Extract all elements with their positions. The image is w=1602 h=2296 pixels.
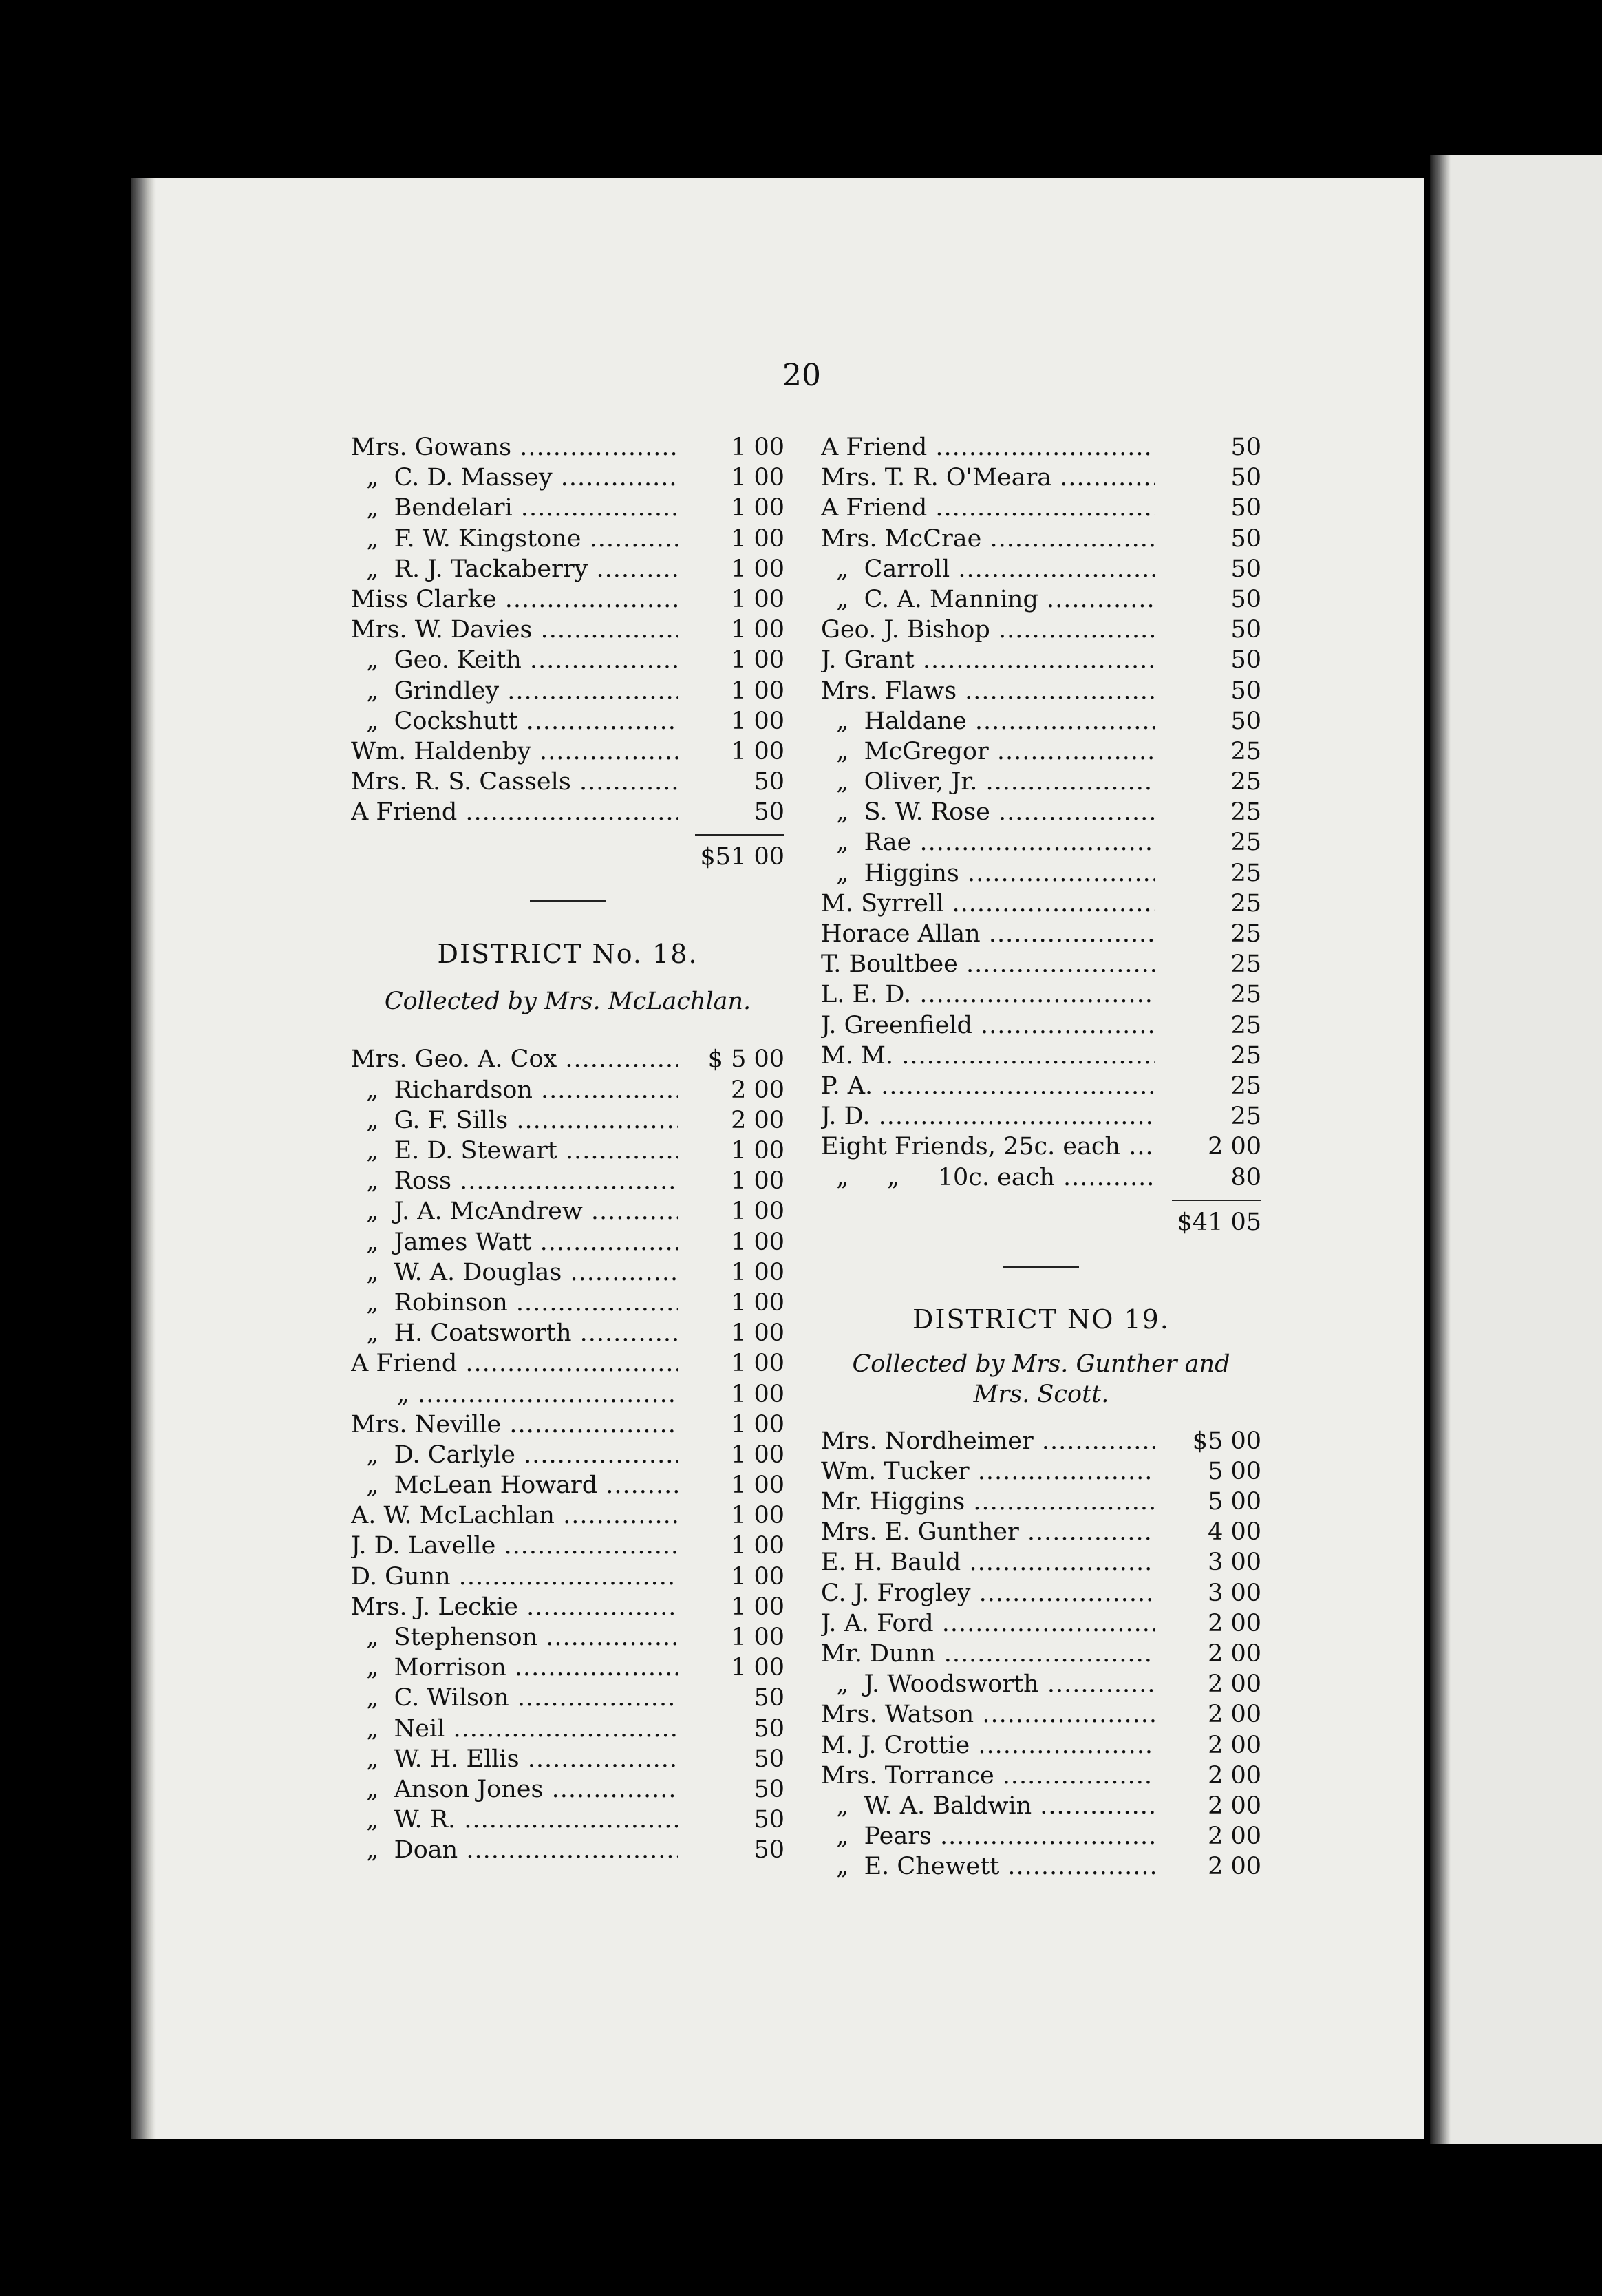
list-item — [351, 1500, 784, 1531]
list-item — [821, 1608, 1261, 1639]
donation-amount: 1 00 — [731, 1624, 784, 1651]
donor-name: „ Oliver, Jr. ..... — [821, 767, 1155, 797]
list-item — [821, 1010, 1261, 1041]
donor-name: „ C. D. Massey ..... — [351, 463, 678, 493]
list-item — [351, 615, 784, 645]
list-item — [821, 1730, 1261, 1761]
right-entries — [821, 432, 1261, 1193]
donation-amount: 1 00 — [731, 494, 784, 522]
list-item — [821, 736, 1261, 767]
donor-name: L. E. D. ..... — [821, 979, 1155, 1010]
list-item — [351, 1652, 784, 1683]
list-item — [351, 1105, 784, 1136]
donor-name: „ McGregor ..... — [821, 736, 1155, 767]
donor-name: Mr. Higgins ..... — [821, 1487, 1155, 1517]
donation-amount: 2 00 — [731, 1076, 784, 1104]
donor-name: „ R. J. Tackaberry ..... — [351, 554, 678, 584]
donor-name: „ C. A. Manning ..... — [821, 584, 1155, 615]
donation-amount: 3 00 — [1208, 1549, 1261, 1577]
list-item — [351, 1622, 784, 1652]
list-item — [821, 1487, 1261, 1517]
district-19-entries — [821, 1426, 1261, 1882]
donor-name: E. H. Bauld ..... — [821, 1547, 1155, 1577]
donation-amount: 50 — [1230, 616, 1261, 644]
list-item — [821, 1547, 1261, 1577]
right-total: $41 05 — [1177, 1208, 1261, 1236]
donor-name: „ W. A. Douglas ..... — [351, 1257, 678, 1288]
donation-amount: $5 00 — [1192, 1427, 1261, 1455]
donation-amount: 2 00 — [1208, 1761, 1261, 1789]
list-item — [821, 432, 1261, 463]
list-item — [821, 1699, 1261, 1730]
donor-name: Mrs. T. R. O'Meara ..... — [821, 463, 1155, 493]
donation-amount: 1 00 — [731, 1137, 784, 1165]
list-item — [821, 1791, 1261, 1821]
donation-amount: 25 — [1230, 981, 1261, 1009]
donor-name: „ Neil ..... — [351, 1714, 678, 1744]
donation-amount: 1 00 — [731, 1532, 784, 1560]
donor-name: Mrs. J. Leckie ..... — [351, 1592, 678, 1622]
donor-name: Mr. Dunn ..... — [821, 1639, 1155, 1669]
total-rule — [695, 834, 784, 836]
donor-name: „ Higgins ..... — [821, 858, 1155, 889]
donation-amount: 2 00 — [1208, 1792, 1261, 1820]
donor-name: A. W. McLachlan ..... — [351, 1500, 678, 1531]
donation-amount: 50 — [1230, 434, 1261, 461]
donor-name: „ Pears ..... — [821, 1821, 1155, 1851]
donor-name: „ Robinson ..... — [351, 1288, 678, 1318]
list-item — [351, 584, 784, 615]
donor-name: „ ..... — [351, 1379, 678, 1410]
donation-amount: 50 — [1230, 494, 1261, 522]
donation-amount: $ 5 00 — [707, 1045, 784, 1074]
list-item — [351, 524, 784, 554]
donor-name: Mrs. Geo. A. Cox ..... — [351, 1044, 678, 1074]
donation-amount: 1 00 — [731, 1167, 784, 1195]
list-item — [351, 1288, 784, 1318]
list-item — [351, 1410, 784, 1440]
donor-name: „ G. F. Sills ..... — [351, 1105, 678, 1136]
donation-amount: 1 00 — [731, 1258, 784, 1286]
donor-name: „ Bendelari ..... — [351, 493, 678, 523]
donation-amount: 50 — [1230, 524, 1261, 553]
donor-name: P. A. ..... — [821, 1071, 1155, 1101]
donation-amount: 50 — [1230, 585, 1261, 613]
donation-amount: 1 00 — [731, 1380, 784, 1408]
donation-amount: 2 00 — [1208, 1609, 1261, 1637]
donation-amount: 50 — [754, 1775, 784, 1803]
donation-amount: 1 00 — [731, 1502, 784, 1530]
list-item — [821, 584, 1261, 615]
list-item — [351, 706, 784, 736]
list-item — [351, 1075, 784, 1105]
donor-name: Mrs. W. Davies ..... — [351, 615, 678, 645]
left-column — [351, 432, 784, 1866]
list-item — [821, 1851, 1261, 1882]
donation-amount: 5 00 — [1208, 1488, 1261, 1516]
donor-name: M. Syrrell ..... — [821, 889, 1155, 919]
list-item — [821, 1669, 1261, 1699]
donation-amount: 5 00 — [1208, 1457, 1261, 1485]
donor-name: „ D. Carlyle ..... — [351, 1440, 678, 1470]
donation-amount: 25 — [1230, 768, 1261, 796]
donation-amount: 50 — [754, 1836, 784, 1864]
list-item — [821, 676, 1261, 706]
list-item — [351, 554, 784, 584]
donation-amount: 1 00 — [731, 555, 784, 583]
donation-amount: 1 00 — [731, 1410, 784, 1438]
list-item — [351, 1714, 784, 1744]
donation-amount: 1 00 — [731, 677, 784, 705]
list-item — [821, 554, 1261, 584]
donor-name: „ Haldane ..... — [821, 706, 1155, 736]
list-item — [351, 797, 784, 827]
donor-name: A Friend ..... — [351, 797, 678, 827]
list-item — [351, 1683, 784, 1713]
donor-name: Mrs. R. S. Cassels ..... — [351, 767, 678, 797]
donor-name: Mrs. E. Gunther ..... — [821, 1517, 1155, 1547]
list-item — [821, 1101, 1261, 1131]
donation-amount: 50 — [754, 798, 784, 827]
donor-name: Mrs. Neville ..... — [351, 1410, 678, 1440]
donor-name: „ Richardson ..... — [351, 1075, 678, 1105]
donor-name: „ Cockshutt ..... — [351, 706, 678, 736]
donor-name: Eight Friends, 25c. each ..... — [821, 1131, 1155, 1162]
left-total-row — [351, 840, 784, 874]
list-item — [351, 1835, 784, 1865]
list-item — [821, 1639, 1261, 1669]
donation-amount: 1 00 — [731, 434, 784, 461]
list-item — [351, 1348, 784, 1379]
donor-name: D. Gunn ..... — [351, 1562, 678, 1592]
donor-name: C. J. Frogley ..... — [821, 1578, 1155, 1608]
donor-name: „ „ 10c. each ..... — [821, 1162, 1155, 1193]
district-18-entries — [351, 1044, 784, 1865]
donor-name: J. Greenfield ..... — [821, 1010, 1155, 1041]
list-item — [821, 463, 1261, 493]
donation-amount: 1 00 — [731, 1441, 784, 1469]
list-item — [821, 1426, 1261, 1456]
donation-amount: 2 00 — [1208, 1670, 1261, 1699]
list-item — [821, 1071, 1261, 1101]
donor-name: „ Ross ..... — [351, 1166, 678, 1196]
total-rule — [1172, 1200, 1261, 1201]
donation-amount: 25 — [1230, 920, 1261, 948]
donation-amount: 80 — [1230, 1163, 1261, 1191]
list-item — [351, 736, 784, 767]
donation-amount: 2 00 — [1208, 1701, 1261, 1729]
list-item — [351, 1196, 784, 1226]
donor-name: M. J. Crottie ..... — [821, 1730, 1155, 1761]
donation-amount: 1 00 — [731, 707, 784, 735]
list-item — [821, 1578, 1261, 1608]
donor-name: „ S. W. Rose ..... — [821, 797, 1155, 827]
donation-amount: 50 — [1230, 707, 1261, 735]
left-entries — [351, 432, 784, 827]
list-item — [351, 1166, 784, 1196]
donor-name: Geo. J. Bishop ..... — [821, 615, 1155, 645]
donor-name: „ Doan ..... — [351, 1835, 678, 1865]
district-18-heading: DISTRICT No. 18. — [437, 939, 698, 970]
donor-name: „ Morrison ..... — [351, 1652, 678, 1683]
donor-name: „ J. Woodsworth ..... — [821, 1669, 1155, 1699]
donor-name: Mrs. Torrance ..... — [821, 1761, 1155, 1791]
donor-name: „ H. Coatsworth ..... — [351, 1318, 678, 1348]
donation-amount: 50 — [1230, 464, 1261, 492]
donation-amount: 1 00 — [731, 616, 784, 644]
donor-name: J. Grant ..... — [821, 645, 1155, 675]
donation-amount: 25 — [1230, 1103, 1261, 1131]
list-item — [821, 889, 1261, 919]
donation-amount: 25 — [1230, 798, 1261, 827]
donor-name: A Friend ..... — [821, 493, 1155, 523]
list-item — [351, 463, 784, 493]
list-item — [821, 706, 1261, 736]
list-item — [351, 1379, 784, 1410]
list-item — [351, 1257, 784, 1288]
donor-name: „ E. D. Stewart ..... — [351, 1136, 678, 1166]
donor-name: „ Rae ..... — [821, 827, 1155, 858]
donor-name: Mrs. Flaws ..... — [821, 676, 1155, 706]
donor-name: Wm. Haldenby ..... — [351, 736, 678, 767]
donation-amount: 25 — [1230, 950, 1261, 979]
donor-name: Horace Allan ..... — [821, 919, 1155, 949]
donation-amount: 1 00 — [731, 1654, 784, 1682]
donation-amount: 50 — [754, 768, 784, 796]
donor-name: Mrs. Watson ..... — [821, 1699, 1155, 1730]
list-item — [351, 1805, 784, 1835]
donation-amount: 50 — [754, 1684, 784, 1712]
list-item — [821, 1821, 1261, 1851]
donation-amount: 25 — [1230, 1072, 1261, 1100]
section-separator — [1003, 1266, 1079, 1268]
donor-name: „ Stephenson ..... — [351, 1622, 678, 1652]
list-item — [351, 1318, 784, 1348]
list-item — [351, 1227, 784, 1257]
donor-name: „ J. A. McAndrew ..... — [351, 1196, 678, 1226]
donation-amount: 2 00 — [1208, 1731, 1261, 1759]
list-item — [821, 1517, 1261, 1547]
donor-name: M. M. ..... — [821, 1041, 1155, 1071]
donor-name: J. A. Ford ..... — [821, 1608, 1155, 1639]
list-item — [351, 493, 784, 523]
donation-amount: 25 — [1230, 1041, 1261, 1070]
list-item — [821, 493, 1261, 523]
list-item — [821, 858, 1261, 889]
donor-name: „ E. Chewett ..... — [821, 1851, 1155, 1882]
list-item — [351, 1044, 784, 1074]
list-item — [821, 524, 1261, 554]
donor-name: Wm. Tucker ..... — [821, 1456, 1155, 1487]
list-item — [351, 645, 784, 675]
donor-name: Mrs. Nordheimer ..... — [821, 1426, 1155, 1456]
donation-amount: 1 00 — [731, 646, 784, 674]
donation-amount: 50 — [754, 1714, 784, 1743]
page-number: 20 — [782, 358, 821, 393]
donation-amount: 50 — [754, 1806, 784, 1834]
donation-amount: 1 00 — [731, 1562, 784, 1591]
district-19-collector: Collected by Mrs. Gunther and Mrs. Scott. — [852, 1350, 1230, 1408]
donor-name: „ James Watt ..... — [351, 1227, 678, 1257]
list-item — [821, 615, 1261, 645]
donor-name: „ Carroll ..... — [821, 554, 1155, 584]
donor-name: Miss Clarke ..... — [351, 584, 678, 615]
donation-amount: 1 00 — [731, 737, 784, 765]
donation-amount: 1 00 — [731, 1288, 784, 1317]
donation-amount: 1 00 — [731, 464, 784, 492]
list-item — [351, 1592, 784, 1622]
donor-name: J. D. ..... — [821, 1101, 1155, 1131]
list-item — [821, 767, 1261, 797]
donation-amount: 2 00 — [1208, 1133, 1261, 1161]
donation-amount: 50 — [754, 1745, 784, 1773]
donation-amount: 2 00 — [1208, 1822, 1261, 1851]
donation-amount: 3 00 — [1208, 1579, 1261, 1607]
donation-amount: 1 00 — [731, 585, 784, 613]
donation-amount: 50 — [1230, 555, 1261, 583]
donor-name: „ W. H. Ellis ..... — [351, 1744, 678, 1774]
donation-amount: 1 00 — [731, 1228, 784, 1256]
donor-name: „ Geo. Keith ..... — [351, 645, 678, 675]
donation-amount: 1 00 — [731, 1593, 784, 1621]
donation-amount: 1 00 — [731, 1471, 784, 1500]
list-item — [821, 1162, 1261, 1193]
section-separator — [530, 900, 606, 902]
donor-name: A Friend ..... — [821, 432, 1155, 463]
facing-page-edge — [1430, 155, 1602, 2144]
right-total-row — [821, 1205, 1261, 1240]
donor-name: „ W. R. ..... — [351, 1805, 678, 1835]
list-item — [821, 1761, 1261, 1791]
donor-name: J. D. Lavelle ..... — [351, 1531, 678, 1561]
list-item — [351, 676, 784, 706]
donation-amount: 2 00 — [1208, 1853, 1261, 1881]
donor-name: „ C. Wilson ..... — [351, 1683, 678, 1713]
list-item — [821, 645, 1261, 675]
donation-amount: 25 — [1230, 889, 1261, 917]
list-item — [351, 767, 784, 797]
donor-name: „ McLean Howard ..... — [351, 1470, 678, 1500]
donation-amount: 25 — [1230, 859, 1261, 887]
list-item — [351, 1136, 784, 1166]
district-19-heading: DISTRICT NO 19. — [912, 1304, 1170, 1335]
donation-amount: 2 00 — [731, 1106, 784, 1134]
donation-amount: 4 00 — [1208, 1518, 1261, 1546]
list-item — [821, 797, 1261, 827]
list-item — [821, 1456, 1261, 1487]
donation-amount: 1 00 — [731, 1350, 784, 1378]
list-item — [351, 1531, 784, 1561]
donation-amount: 50 — [1230, 646, 1261, 674]
donor-name: „ Grindley ..... — [351, 676, 678, 706]
list-item — [351, 1744, 784, 1774]
list-item — [821, 979, 1261, 1010]
list-item — [351, 1440, 784, 1470]
donation-amount: 25 — [1230, 829, 1261, 857]
donor-name: A Friend ..... — [351, 1348, 678, 1379]
district-18-collector: Collected by Mrs. McLachlan. — [384, 988, 751, 1016]
donation-amount: 1 00 — [731, 524, 784, 553]
list-item — [821, 827, 1261, 858]
list-item — [351, 1470, 784, 1500]
donor-name: T. Boultbee ..... — [821, 949, 1155, 979]
donor-name: Mrs. McCrae ..... — [821, 524, 1155, 554]
list-item — [821, 1041, 1261, 1071]
list-item — [821, 949, 1261, 979]
list-item — [821, 919, 1261, 949]
donation-amount: 25 — [1230, 737, 1261, 765]
donor-name: „ Anson Jones ..... — [351, 1774, 678, 1805]
donor-name: Mrs. Gowans ..... — [351, 432, 678, 463]
left-total: $51 00 — [700, 843, 784, 871]
donation-amount: 1 00 — [731, 1198, 784, 1226]
list-item — [351, 1562, 784, 1592]
list-item — [821, 1131, 1261, 1162]
donation-amount: 2 00 — [1208, 1640, 1261, 1668]
donation-amount: 25 — [1230, 1011, 1261, 1039]
donor-name: „ W. A. Baldwin ..... — [821, 1791, 1155, 1821]
donation-amount: 1 00 — [731, 1319, 784, 1348]
list-item — [351, 432, 784, 463]
donor-name: „ F. W. Kingstone ..... — [351, 524, 678, 554]
donation-amount: 50 — [1230, 677, 1261, 705]
right-column — [821, 432, 1261, 1882]
list-item — [351, 1774, 784, 1805]
